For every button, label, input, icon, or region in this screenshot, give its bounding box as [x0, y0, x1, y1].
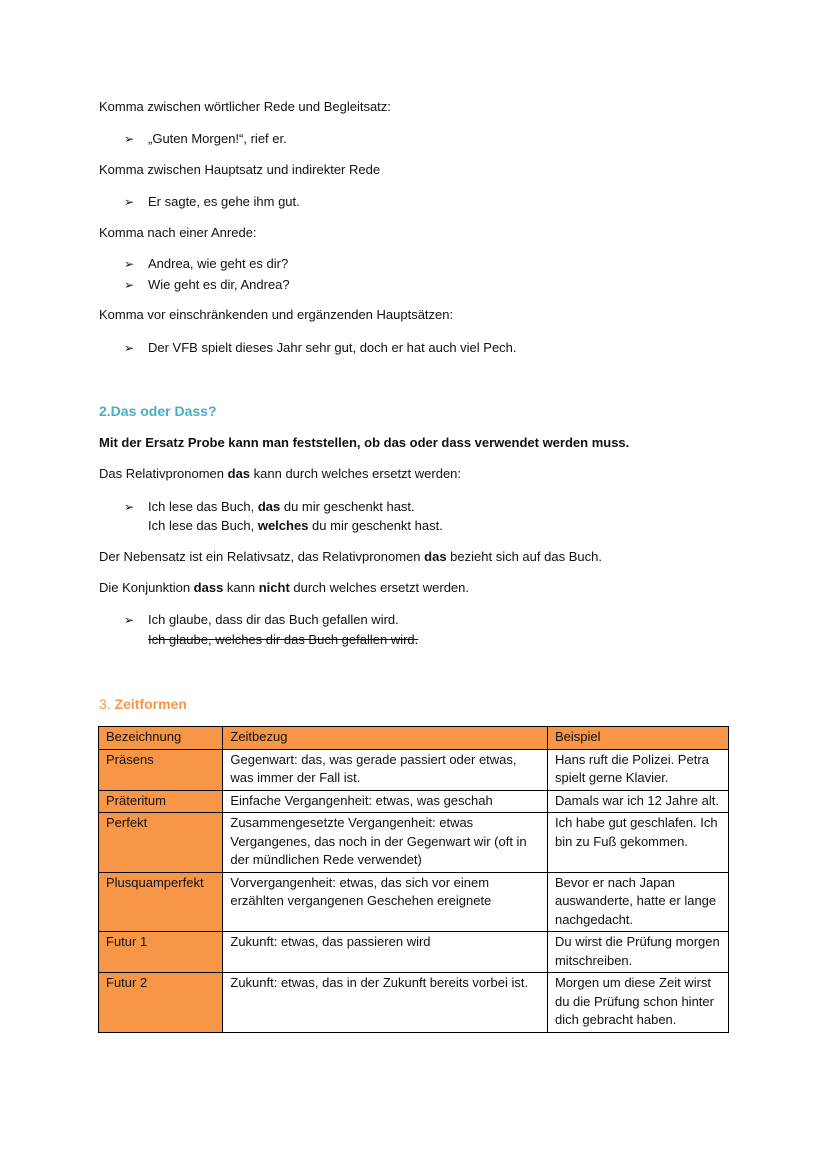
rule-title: Komma zwischen Hauptsatz und indirekter Rede — [99, 162, 381, 177]
list-item — [124, 129, 287, 149]
zeitformen-table — [98, 726, 729, 1033]
bold-text: dass — [193, 580, 224, 595]
cell-bezug: Zukunft: etwas, das passieren wird — [223, 932, 548, 973]
cell-name: Präteritum — [99, 790, 223, 813]
cell-beispiel: Morgen um diese Zeit wirst du die Prüfung schon hinter dich gebracht haben. — [547, 973, 728, 1033]
struck-example: Ich glaube, welches dir das Buch gefallen wird. — [148, 632, 419, 647]
column-header: Zeitbezug — [223, 727, 548, 750]
paragraph — [99, 548, 602, 566]
column-header: Beispiel — [547, 727, 728, 750]
cell-name: Präsens — [99, 749, 223, 790]
list-item-continuation — [148, 516, 443, 535]
cell-bezug: Einfache Vergangenheit: etwas, was geschah — [223, 790, 548, 813]
bold-text: das — [424, 549, 447, 564]
cell-name: Futur 2 — [99, 973, 223, 1033]
cell-name: Plusquamperfekt — [99, 872, 223, 932]
text-run: Das Relativpronomen — [99, 466, 228, 481]
section-heading: 2.Das oder Dass? — [99, 403, 217, 419]
text-run: du mir geschenkt hast. — [280, 499, 415, 514]
list-item — [124, 338, 517, 358]
cell-bezug: Gegenwart: das, was gerade passiert oder etwas, was immer der Fall ist. — [223, 749, 548, 790]
bold-text: welches — [257, 518, 309, 533]
cell-beispiel: Damals war ich 12 Jahre alt. — [547, 790, 728, 813]
bold-text: das — [257, 499, 281, 514]
example-text: Er sagte, es gehe ihm gut. — [148, 194, 300, 209]
example-text: Ich glaube, dass dir das Buch gefallen wird. — [148, 612, 399, 627]
text-run: Ich lese das Buch, — [148, 518, 258, 533]
text-run: kann — [223, 580, 259, 595]
table-header-row — [99, 727, 729, 750]
arrow-bullet-icon: ➢ — [124, 195, 135, 209]
text-run: kann durch welches ersetzt werden: — [250, 466, 462, 481]
table-row — [99, 813, 729, 873]
table-row — [99, 872, 729, 932]
text-run: Die Konjunktion — [99, 580, 194, 595]
cell-bezug: Vorvergangenheit: etwas, das sich vor einem erzählten vergangenen Geschehen ereignete — [223, 872, 548, 932]
text-run: durch welches ersetzt werden. — [289, 580, 469, 595]
arrow-bullet-icon: ➢ — [124, 613, 135, 627]
cell-beispiel: Hans ruft die Polizei. Petra spielt gerne Klavier. — [547, 749, 728, 790]
example-text: Der VFB spielt dieses Jahr sehr gut, doch er hat auch viel Pech. — [148, 340, 517, 355]
paragraph — [99, 465, 461, 483]
cell-name: Perfekt — [99, 813, 223, 873]
cell-beispiel: Ich habe gut geschlafen. Ich bin zu Fuß gekommen. — [547, 813, 728, 873]
example-text: „Guten Morgen!“, rief er. — [148, 131, 287, 146]
text-run: Ich lese das Buch, — [148, 499, 258, 514]
arrow-bullet-icon: ➢ — [124, 278, 135, 292]
list-item — [124, 254, 288, 274]
cell-bezug: Zukunft: etwas, das in der Zukunft bereits vorbei ist. — [223, 973, 548, 1033]
table-row — [99, 932, 729, 973]
heading-text: Zeitformen — [114, 696, 187, 712]
arrow-bullet-icon: ➢ — [124, 500, 135, 514]
rule-title: Komma zwischen wörtlicher Rede und Begleitsatz: — [99, 99, 391, 114]
table-row — [99, 790, 729, 813]
arrow-bullet-icon: ➢ — [124, 341, 135, 355]
list-item — [124, 610, 399, 630]
table-row — [99, 973, 729, 1033]
bold-text: nicht — [258, 580, 290, 595]
heading-number: 3. — [99, 696, 115, 712]
lead-paragraph: Mit der Ersatz Probe kann man feststellen, ob das oder dass verwendet werden muss. — [99, 435, 630, 450]
example-text: Andrea, wie geht es dir? — [148, 256, 289, 271]
cell-name: Futur 1 — [99, 932, 223, 973]
list-item — [124, 497, 415, 517]
section-heading — [99, 695, 187, 714]
arrow-bullet-icon: ➢ — [124, 257, 135, 271]
rule-title: Komma nach einer Anrede: — [99, 225, 257, 240]
text-run: du mir geschenkt hast. — [308, 518, 443, 533]
text-run: Der Nebensatz ist ein Relativsatz, das Relativpronomen — [99, 549, 425, 564]
example-text: Wie geht es dir, Andrea? — [148, 277, 290, 292]
cell-beispiel: Bevor er nach Japan auswanderte, hatte er lange nachgedacht. — [547, 872, 728, 932]
bold-text: das — [227, 466, 251, 481]
rule-title: Komma vor einschränkenden und ergänzenden Hauptsätzen: — [99, 307, 454, 322]
cell-bezug: Zusammengesetzte Vergangenheit: etwas Vergangenes, das noch in der Gegenwart wir (oft in der mündlichen Rede verwendet) — [223, 813, 548, 873]
column-header: Bezeichnung — [99, 727, 223, 750]
table-row — [99, 749, 729, 790]
paragraph — [99, 579, 469, 597]
cell-beispiel: Du wirst die Prüfung morgen mitschreiben. — [547, 932, 728, 973]
text-run: bezieht sich auf das Buch. — [446, 549, 602, 564]
list-item — [124, 275, 290, 295]
arrow-bullet-icon: ➢ — [124, 132, 135, 146]
list-item — [124, 192, 300, 212]
